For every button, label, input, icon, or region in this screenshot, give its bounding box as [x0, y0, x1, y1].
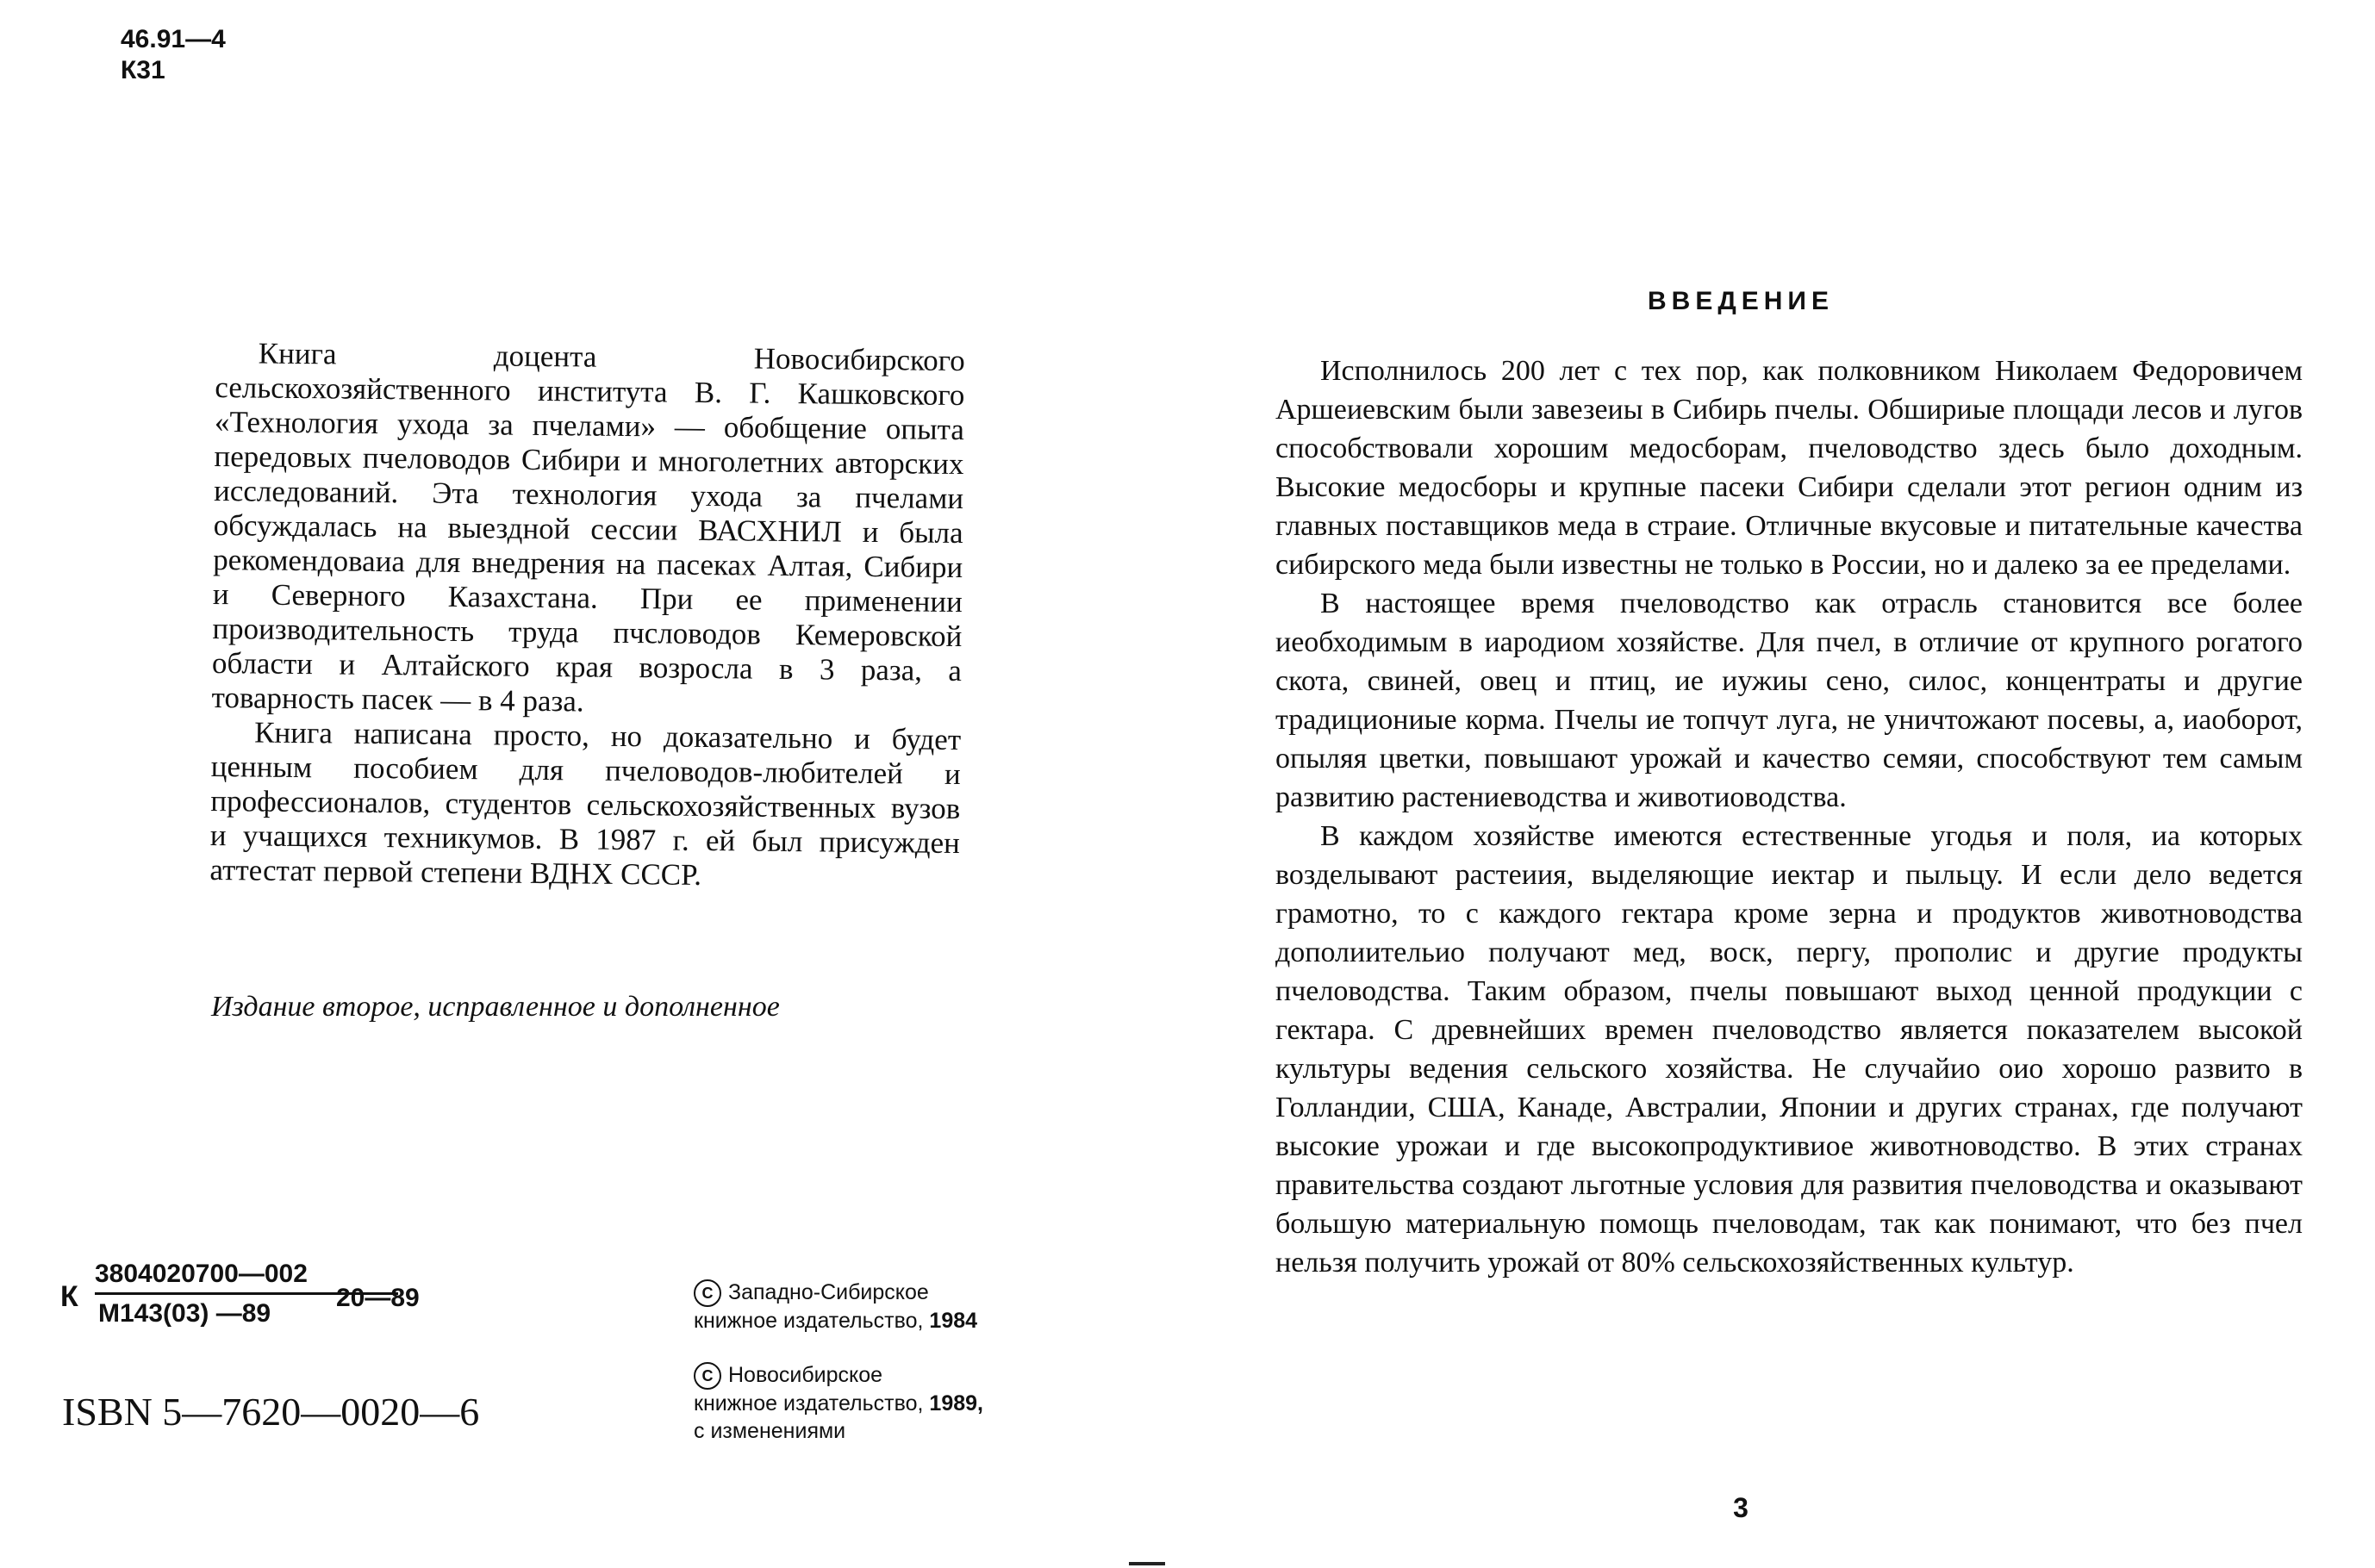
- introduction-text: [1275, 352, 2303, 1282]
- page-number: 3: [1733, 1492, 1749, 1523]
- body-paragraph: Исполнилось 200 лет с тех пор, как полковником Николаем Федоровичем Аршеиевским были завезеиы в Сибирь пчелы. Обшириые площади лесов и лугов способствовали хорошим медосборам, пчеловодство здесь было доходным. Высокие медосборы и крупные пасеки Сибири сделали этот регион одним из главных поставщиков меда в страие. Отличные вкусовые и питательные качества сибирского меда были известны не только в России, но и далеко за ее пределами.: [1275, 355, 2303, 581]
- annotation-paragraph: Книга доцента Новосибирского сельскохозяйственного института В. Г. Кашковского «Технология ухода за пчелами» — обобщение опыта передовых пчеловодов Сибири и многолетних авторских исследований. Эта технология ухода за пчелами обсуждалась на выездной сессии ВАСХНИЛ и была рекомендоваиа для внедрения на пасеках Алтая, Сибири и Северного Казахстана. При ее применении производительность труда пчсловодов Кемеровской области и Алтайского края возросла в 3 раза, а товарность пасек — в 4 раза.: [211, 336, 965, 719]
- catalog-index-denominator: М143(03) —89: [98, 1299, 271, 1328]
- catalog-index: [60, 1260, 457, 1337]
- copyright-icon: C: [694, 1279, 721, 1307]
- left-page: [0, 0, 1181, 1568]
- copyright-publisher: Новосибирское: [728, 1363, 883, 1387]
- author-mark: К31: [121, 56, 165, 84]
- annotation-paragraph: Книга написана просто, но доказательно и будет ценным пособием для пчеловодов-любителей и профессионалов, студентов сельскохозяйственных вузов и учащихся техникумов. В 1987 г. ей был присужден аттестат первой степени ВДНХ СССР.: [209, 715, 962, 892]
- book-annotation: [209, 336, 965, 895]
- copyright-publisher: Западно-Сибирское: [728, 1280, 929, 1304]
- copyright-icon: C: [694, 1362, 721, 1390]
- copyright-notice: [694, 1361, 1090, 1445]
- copyright-year: 1989,: [929, 1391, 983, 1416]
- copyright-note: с изменениями: [694, 1419, 846, 1444]
- section-title: ВВЕДЕНИЕ: [1648, 287, 1834, 315]
- catalog-index-numerator: 3804020700—002: [95, 1260, 308, 1288]
- bbk-index: 46.91—4: [121, 25, 226, 53]
- edition-note: Издание второе, исправленное и дополненное: [211, 991, 780, 1023]
- body-paragraph: В настоящее время пчеловодство как отрасль становится все более иеобходимым в иародиом хозяйстве. Для пчел, в отличие от крупного рогатого скота, свиней, овец и птиц, ие иужиы сено, силос, концентраты и другие традициониые корма. Пчелы ие топчут луга, не уничтожают посевы, а, иаоборот, опыляя цветки, повышают урожай и качество семяи, способствуют тем самым развитию растениеводства и животиоводства.: [1275, 588, 2303, 813]
- body-paragraph: В каждом хозяйстве имеются естественные угодья и поля, иа которых возделывают растеиия, выделяющие иектар и пыльцу. И если дело ведется грамотно, то с каждого гектара кроме зерна и продуктов животноводства дополиительио получают мед, воск, пергу, прополис и другие продукты пчеловодства. Таким образом, пчелы повышают выход ценной продукции с гектара. С древнейших времен пчеловодство является показателем высокой культуры ведения сельского хозяйства. Не случайио оио хорошо развито в Голландии, США, Канаде, Австралии, Японии и других странах, где получают высокие урожаи и где высокопродуктивиое животноводство. В этих странах правительства создают льготные условия для развития пчеловодства и оказывают большую материальную помощь пчеловодам, так как понимают, что без пчел нельзя получить урожай от 80% сельскохозяйственных культур.: [1275, 820, 2303, 1279]
- right-page: [1181, 0, 2375, 1568]
- catalog-index-letter: К: [60, 1280, 78, 1313]
- isbn: ISBN 5—7620—0020—6: [62, 1390, 480, 1434]
- gutter-mark: [1129, 1562, 1165, 1565]
- copyright-publisher-line: книжное издательство,: [694, 1309, 924, 1334]
- copyright-notice: [694, 1279, 1090, 1335]
- catalog-index-suffix: 20—89: [336, 1284, 420, 1312]
- copyright-year: 1984: [929, 1309, 978, 1334]
- copyright-publisher-line: книжное издательство,: [694, 1391, 924, 1416]
- library-classification: [121, 24, 226, 86]
